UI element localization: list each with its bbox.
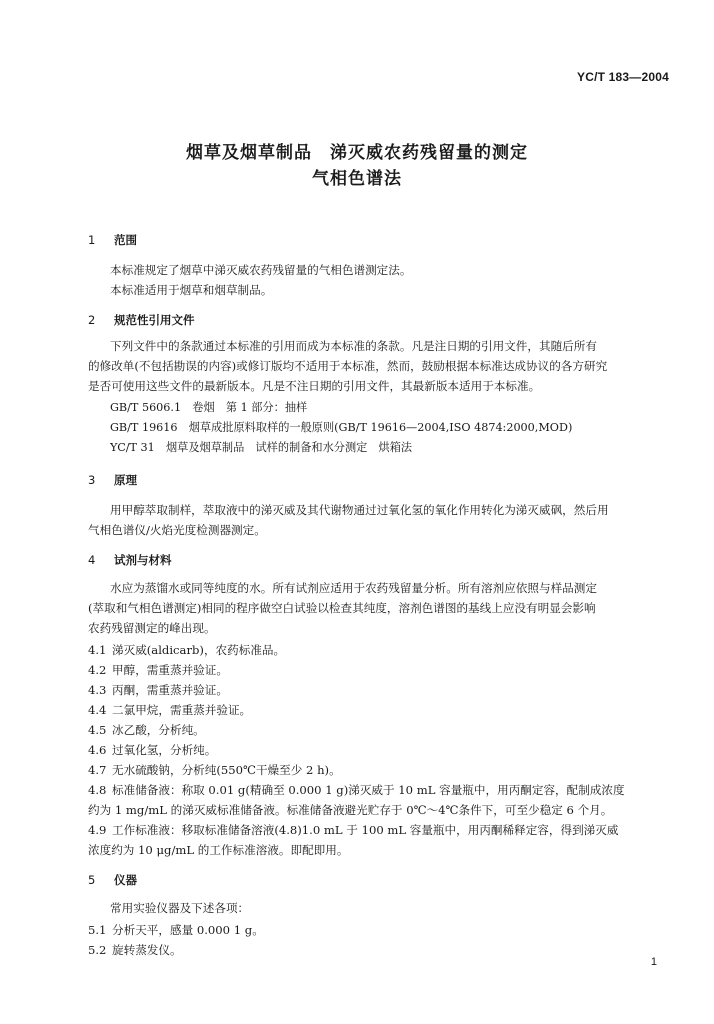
list-item <box>88 662 228 678</box>
item-number: 4.4 <box>88 703 107 717</box>
section-number: 3 <box>88 473 96 487</box>
list-item <box>88 682 228 698</box>
section-3-para-line-1: 用甲醇萃取制样，萃取液中的涕灭威及其代谢物通过过氧化氢的氧化作用转化为涕灭威砜，然后用 <box>110 503 609 517</box>
item-text: 二氯甲烷，需重蒸并验证。 <box>112 703 252 717</box>
section-2-heading <box>88 312 195 328</box>
normative-reference-3: YC/T 31 烟草及烟草制品 试样的制备和水分测定 烘箱法 <box>110 441 413 454</box>
page-number: 1 <box>650 956 657 968</box>
section-title: 规范性引用文件 <box>114 313 195 327</box>
section-number: 4 <box>88 553 96 567</box>
section-title: 试剂与材料 <box>114 553 172 567</box>
document-title-line1: 烟草及烟草制品 涕灭威农药残留量的测定 <box>186 143 528 163</box>
standard-code: YC/T 183—2004 <box>577 70 669 84</box>
list-item <box>88 822 618 838</box>
list-item <box>88 942 182 958</box>
item-text: 标准储备液：称取 0.01 g(精确至 0.000 1 g)涕灭威于 10 mL 容量瓶中，用丙酮定容，配制成浓度 <box>112 783 625 797</box>
list-item <box>88 762 341 778</box>
list-item <box>88 742 216 758</box>
item-number: 4.5 <box>88 723 107 737</box>
item-text: 分析天平，感量 0.000 1 g。 <box>112 923 264 937</box>
section-2-para-line-3: 是否可使用这些文件的最新版本。凡是不注日期的引用文件，其最新版本适用于本标准。 <box>88 379 541 393</box>
item-number: 5.1 <box>88 923 107 937</box>
section-5-heading <box>88 872 137 888</box>
item-text: 过氧化氢，分析纯。 <box>112 743 217 757</box>
document-title-line2: 气相色谱法 <box>312 169 402 189</box>
section-2-para-line-2: 的修改单(不包括勘误的内容)或修订版均不适用于本标准，然而，鼓励根据本标准达成协议的各方研究 <box>88 359 608 373</box>
normative-reference-1: GB/T 5606.1 卷烟 第 1 部分：抽样 <box>110 401 308 414</box>
section-1-heading <box>88 232 137 248</box>
list-item-continuation: 约为 1 mg/mL 的涕灭威标准储备液。标准储备液避光贮存于 0℃～4℃条件下，可至少稳定 6 个月。 <box>88 803 613 817</box>
list-item <box>88 642 285 658</box>
section-4-para-line-3: 农药残留测定的峰出现。 <box>88 621 216 635</box>
list-item-continuation: 浓度约为 10 μg/mL 的工作标准溶液。即配即用。 <box>88 843 349 857</box>
item-number: 4.2 <box>88 663 107 677</box>
item-text: 工作标准液：移取标准储备溶液(4.8)1.0 mL 于 100 mL 容量瓶中，用丙酮稀释定容，得到涕灭威 <box>112 823 619 837</box>
list-item <box>88 722 205 738</box>
section-title: 范围 <box>114 233 137 247</box>
item-number: 4.8 <box>88 783 107 797</box>
normative-reference-2: GB/T 19616 烟草成批原料取样的一般原则(GB/T 19616—2004,ISO 4874:2000,MOD) <box>110 421 573 434</box>
item-number: 4.1 <box>88 643 107 657</box>
section-4-heading <box>88 552 172 568</box>
section-number: 2 <box>88 313 96 327</box>
item-number: 4.9 <box>88 823 107 837</box>
list-item <box>88 702 251 718</box>
list-item <box>88 922 264 938</box>
item-text: 冰乙酸，分析纯。 <box>112 723 205 737</box>
item-number: 5.2 <box>88 943 107 957</box>
section-5-para: 常用实验仪器及下述各项： <box>110 901 250 915</box>
item-number: 4.7 <box>88 763 107 777</box>
item-text: 旋转蒸发仪。 <box>112 943 182 957</box>
section-number: 1 <box>88 233 96 247</box>
item-text: 涕灭威(aldicarb)，农药标准品。 <box>112 643 286 657</box>
item-number: 4.6 <box>88 743 107 757</box>
section-title: 仪器 <box>114 873 137 887</box>
section-1-para-2: 本标准适用于烟草和烟草制品。 <box>110 283 273 297</box>
section-2-para-line-1: 下列文件中的条款通过本标准的引用而成为本标准的条款。凡是注日期的引用文件，其随后所有 <box>110 339 597 353</box>
item-text: 丙酮，需重蒸并验证。 <box>112 683 228 697</box>
section-4-para-line-1: 水应为蒸馏水或同等纯度的水。所有试剂应适用于农药残留量分析。所有溶剂应依照与样品测定 <box>110 581 597 595</box>
section-number: 5 <box>88 873 96 887</box>
section-3-para-line-2: 气相色谱仪/火焰光度检测器测定。 <box>88 523 266 537</box>
list-item <box>88 782 625 798</box>
section-1-para-1: 本标准规定了烟草中涕灭威农药残留量的气相色谱测定法。 <box>110 263 412 277</box>
section-4-para-line-2: (萃取和气相色谱测定)相同的程序做空白试验以检查其纯度，溶剂色谱图的基线上应没有明显会影响 <box>88 601 596 615</box>
section-3-heading <box>88 472 137 488</box>
item-number: 4.3 <box>88 683 107 697</box>
item-text: 无水硫酸钠，分析纯(550℃干燥至少 2 h)。 <box>112 763 341 777</box>
item-text: 甲醇，需重蒸并验证。 <box>112 663 228 677</box>
section-title: 原理 <box>114 473 137 487</box>
